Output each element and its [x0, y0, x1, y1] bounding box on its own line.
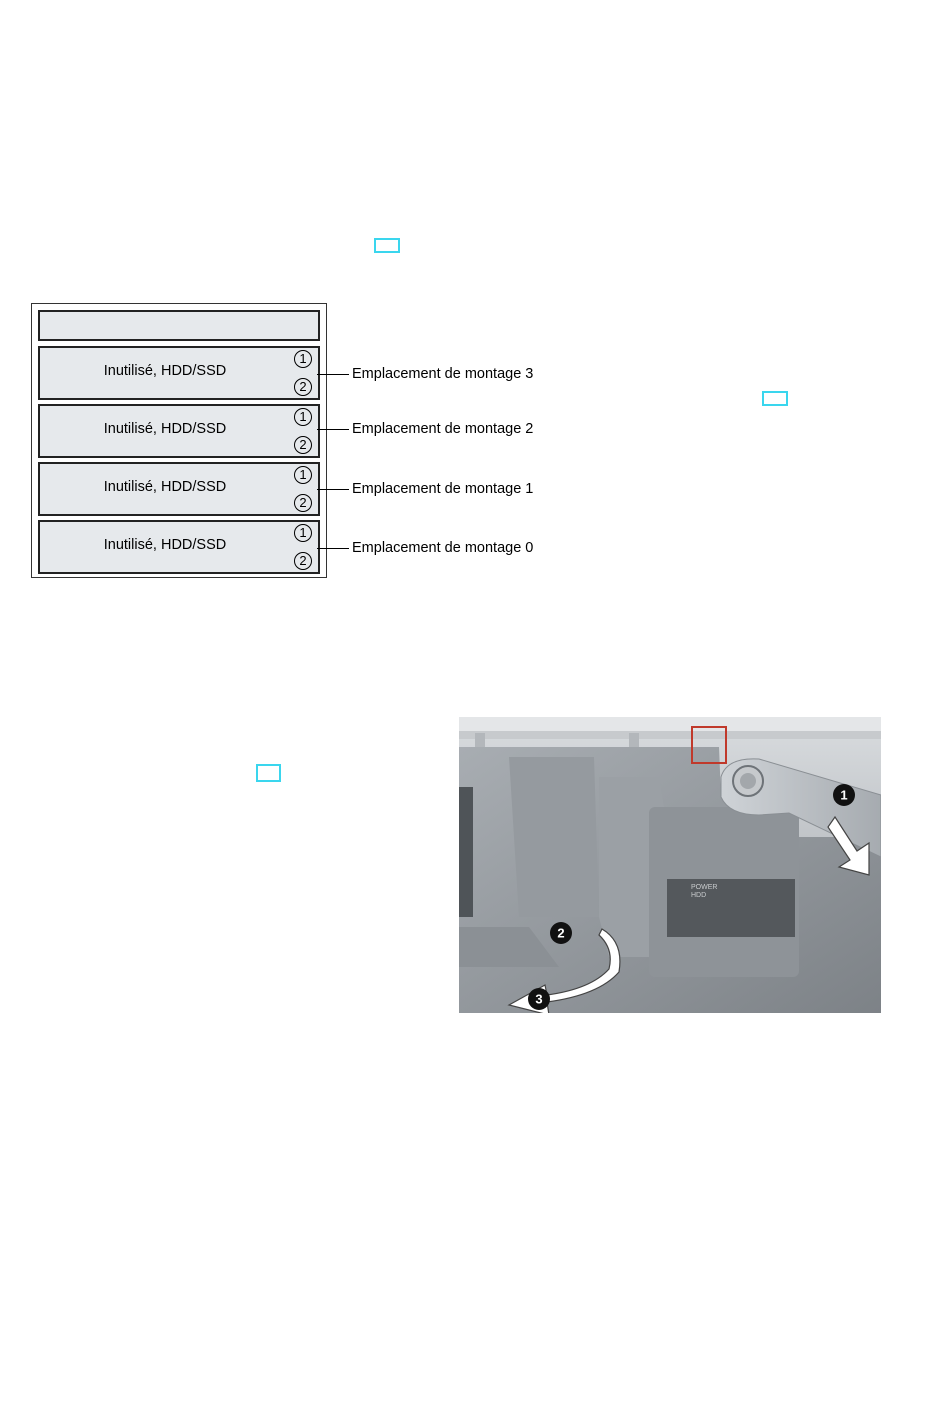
- panel-label-power: POWER: [691, 884, 718, 891]
- slot-label-3: Emplacement de montage 3: [352, 366, 534, 382]
- cross-reference-link[interactable]: [374, 238, 400, 253]
- leader-line: [317, 548, 349, 549]
- drive-cage-photo: [459, 717, 881, 1013]
- marker-1: 1: [294, 466, 312, 484]
- drive-bay-1: [38, 462, 320, 516]
- marker-1: 1: [294, 524, 312, 542]
- slot-label-2: Emplacement de montage 2: [352, 421, 534, 437]
- slot-label-0: Emplacement de montage 0: [352, 540, 534, 556]
- marker-2: 2: [294, 552, 312, 570]
- slot-label-1: Emplacement de montage 1: [352, 481, 534, 497]
- drive-bay-diagram: [31, 303, 327, 578]
- bay-text: Inutilisé, HDD/SSD: [103, 363, 227, 379]
- leader-line: [317, 489, 349, 490]
- step-badge-2: 2: [557, 925, 565, 941]
- marker-1: 1: [294, 408, 312, 426]
- cross-reference-link[interactable]: [762, 391, 788, 406]
- marker-2: 2: [294, 436, 312, 454]
- drive-bay-0: [38, 520, 320, 574]
- drive-bay-3: [38, 346, 320, 400]
- leader-line: [317, 429, 349, 430]
- step-badge-3: 3: [535, 991, 543, 1007]
- drive-bay-2: [38, 404, 320, 458]
- bay-text: Inutilisé, HDD/SSD: [103, 479, 227, 495]
- step-badge-1: 1: [840, 787, 848, 803]
- cross-reference-link[interactable]: [256, 764, 281, 782]
- marker-1: 1: [294, 350, 312, 368]
- leader-line: [317, 374, 349, 375]
- marker-2: 2: [294, 378, 312, 396]
- bay-text: Inutilisé, HDD/SSD: [103, 537, 227, 553]
- panel-label-hdd: HDD: [691, 892, 707, 899]
- optical-drive-bay: [38, 310, 320, 341]
- photo-illustration: [459, 717, 881, 1013]
- marker-2: 2: [294, 494, 312, 512]
- bay-text: Inutilisé, HDD/SSD: [103, 421, 227, 437]
